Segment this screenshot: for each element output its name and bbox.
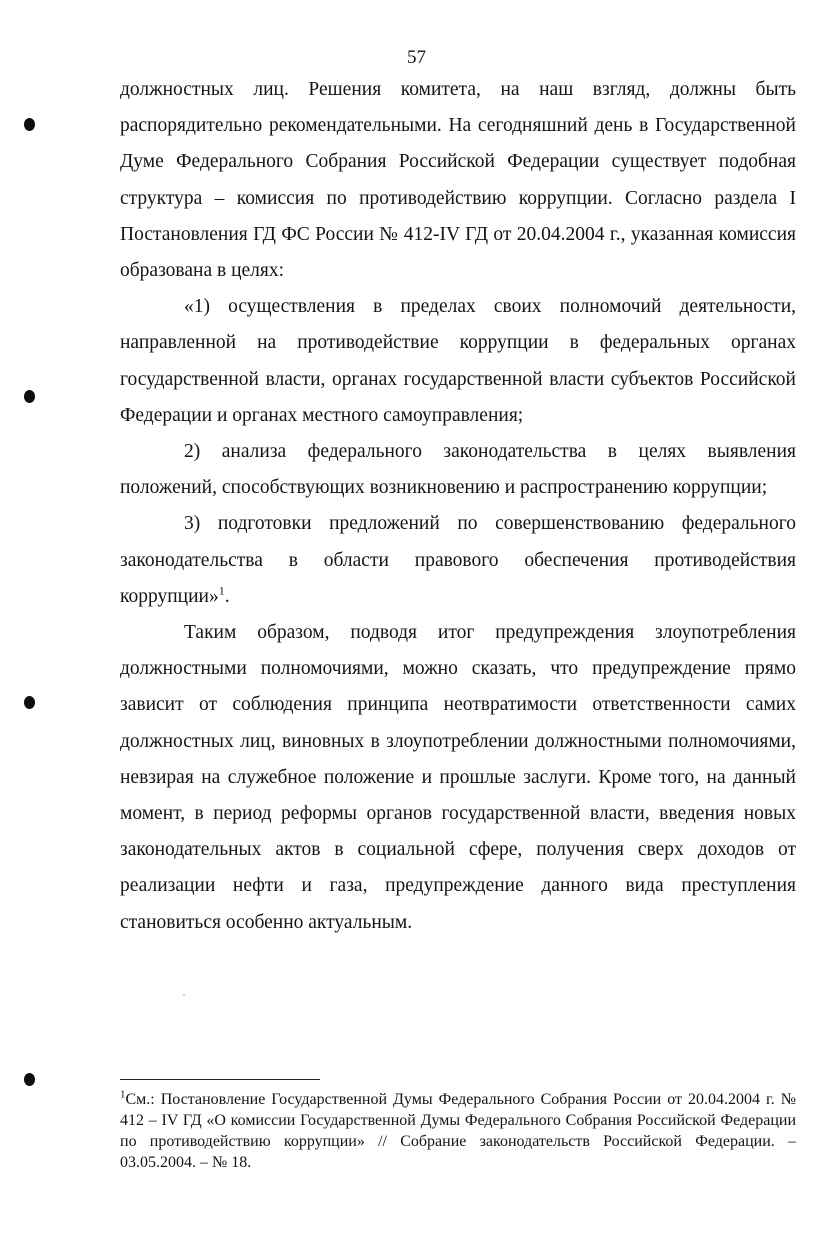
footnote-reference[interactable]: 1: [218, 583, 225, 598]
body-text: [120, 72, 796, 941]
paragraph-4-text: 3) подготовки предложений по совершенствованию федерального законодательства в области правового обеспечения противодействия коррупции»: [120, 513, 796, 607]
paragraph-2: «1) осуществления в пределах своих полномочий деятельности, направленной на противодействие коррупции в федеральных органах государственной власти, органах государственной власти субъектов Российской Федерации и органах местного самоуправления;: [120, 296, 796, 426]
paragraph-3: 2) анализа федерального законодательства в целях выявления положений, способствующих возникновению и распространению коррупции;: [120, 441, 796, 499]
scan-speck: [183, 994, 185, 996]
binder-hole-4: [24, 1073, 35, 1086]
footnote-marker: 1: [120, 1088, 126, 1101]
binder-hole-3: [24, 696, 35, 709]
paragraph-1: должностных лиц. Решения комитета, на наш взгляд, должны быть распорядительно рекомендательными. На сегодняшний день в Государственной Думе Федерального Собрания Российской Федерации существует подобная структура – комиссия по противодействию коррупции. Согласно раздела I Постановления ГД ФС России № 412-IV ГД от 20.04.2004 г., указанная комиссия образована в целях:: [120, 79, 796, 282]
footnote-divider: [120, 1079, 320, 1080]
binder-hole-1: [24, 118, 35, 131]
paragraph-4-period: .: [224, 585, 230, 607]
footnote-text: См.: Постановление Государственной Думы Федерального Собрания России от 20.04.2004 г. № 412 – IV ГД «О комиссии Государственной Думы Федерального Собрания Российской Федерации по противодействию коррупции» // Собрание законодательств Российской Федерации. – 03.05.2004. – № 18.: [120, 1091, 796, 1171]
binder-hole-2: [24, 390, 35, 403]
footnote: [120, 1089, 796, 1173]
paragraph-4: [120, 506, 796, 615]
paragraph-5: Таким образом, подводя итог предупреждения злоупотребления должностными полномочиями, можно сказать, что предупреждение прямо зависит от соблюдения принципа неотвратимости ответственности самих должностных лиц, виновных в злоупотреблении должностными полномочиями, невзирая на служебное положение и прошлые заслуги. Кроме того, на данный момент, в период реформы органов государственной власти, введения новых законодательных актов в социальной сфере, получения сверх доходов от реализации нефти и газа, предупреждение данного вида преступления становиться особенно актуальным.: [120, 622, 796, 933]
page-number: 57: [407, 47, 426, 68]
